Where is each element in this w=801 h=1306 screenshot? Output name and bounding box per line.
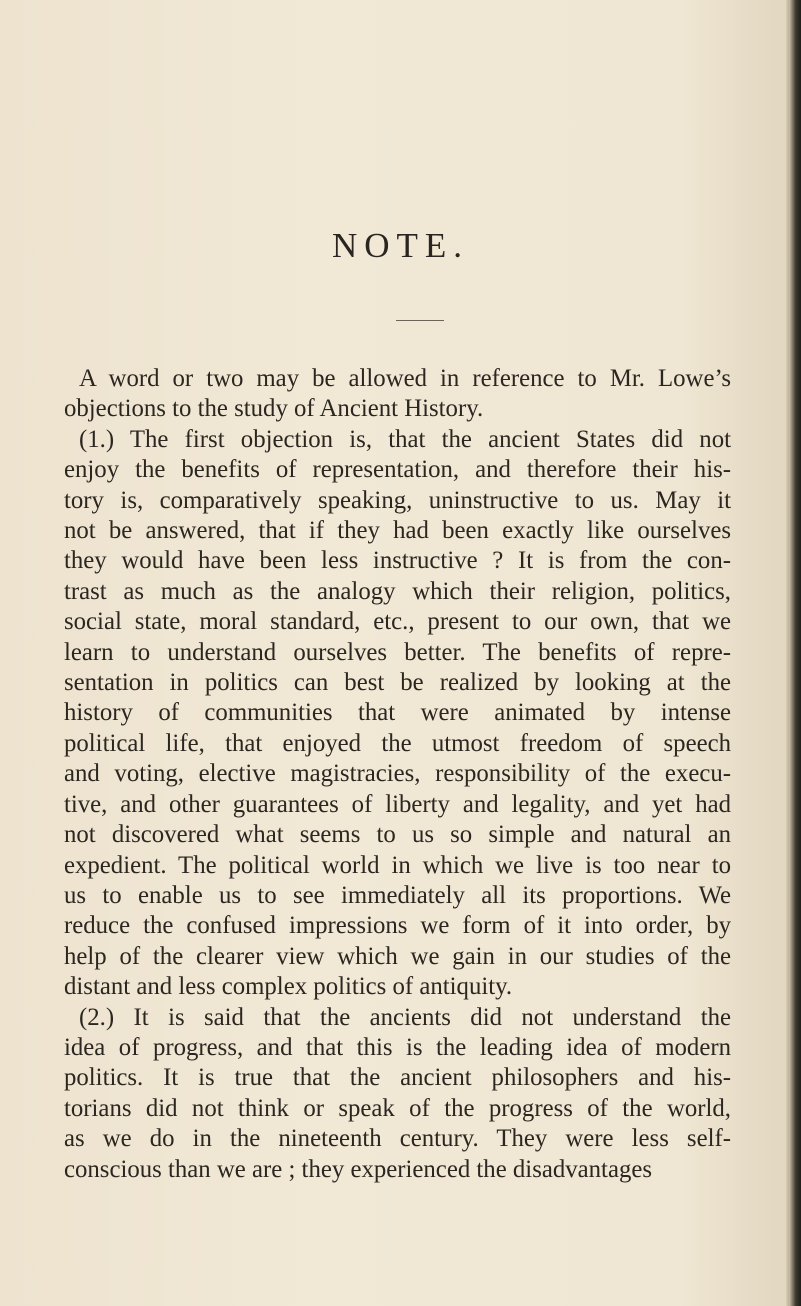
text-line: us to enable us to see immediately all its proportions. We: [64, 881, 731, 909]
text-line: as we do in the nineteenth century. They were less self-: [64, 1125, 731, 1153]
text-line: distant and less complex politics of antiquity.: [64, 973, 513, 1001]
paragraph-intro: [64, 364, 731, 425]
text-line: expedient. The political world in which we live is too near to: [64, 851, 731, 879]
text-line: enjoy the benefits of representation, and therefore their his-: [64, 456, 731, 484]
text-line: (1.) The first objection is, that the ancient States did not: [79, 425, 731, 453]
text-line: tive, and other guarantees of liberty and legality, and yet had: [64, 790, 731, 818]
text-line: trast as much as the analogy which their religion, politics,: [64, 577, 731, 605]
page-heading: NOTE.: [331, 226, 470, 265]
text-line: not be answered, that if they had been exactly like ourselves: [64, 517, 731, 545]
text-line: reduce the confused impressions we form of it into order, by: [64, 912, 731, 940]
text-line: not discovered what seems to us so simple and natural an: [64, 821, 731, 849]
text-line: sentation in politics can best be realized by looking at the: [64, 669, 731, 697]
text-line: social state, moral standard, etc., present to our own, that we: [64, 608, 731, 636]
text-line: conscious than we are ; they experienced the disadvantages: [64, 1155, 653, 1183]
text-line: objections to the study of Ancient History.: [64, 395, 484, 423]
text-line: (2.) It is said that the ancients did not understand the: [79, 1003, 731, 1031]
text-line: idea of progress, and that this is the leading idea of modern: [64, 1033, 731, 1061]
text-line: tory is, comparatively speaking, uninstructive to us. May it: [64, 486, 731, 514]
text-line: A word or two may be allowed in reference to Mr. Lowe’s: [79, 365, 731, 392]
paragraph-objection-2: [64, 1003, 731, 1185]
text-line: they would have been less instructive ? It is from the con-: [64, 547, 731, 575]
text-line: political life, that enjoyed the utmost freedom of speech: [64, 729, 731, 757]
text-line: and voting, elective magistracies, responsibility of the execu-: [64, 760, 731, 788]
text-line: torians did not think or speak of the progress of the world,: [64, 1094, 731, 1122]
text-line: help of the clearer view which we gain in our studies of the: [64, 942, 731, 970]
book-spine-shadow: [789, 0, 801, 1306]
paragraph-objection-1: [64, 425, 731, 1003]
note-body: [64, 364, 731, 1185]
text-line: politics. It is true that the ancient philosophers and his-: [64, 1064, 731, 1092]
text-line: history of communities that were animated by intense: [64, 699, 731, 727]
heading-rule: [396, 320, 444, 321]
text-line: learn to understand ourselves better. The benefits of repre-: [64, 638, 731, 666]
